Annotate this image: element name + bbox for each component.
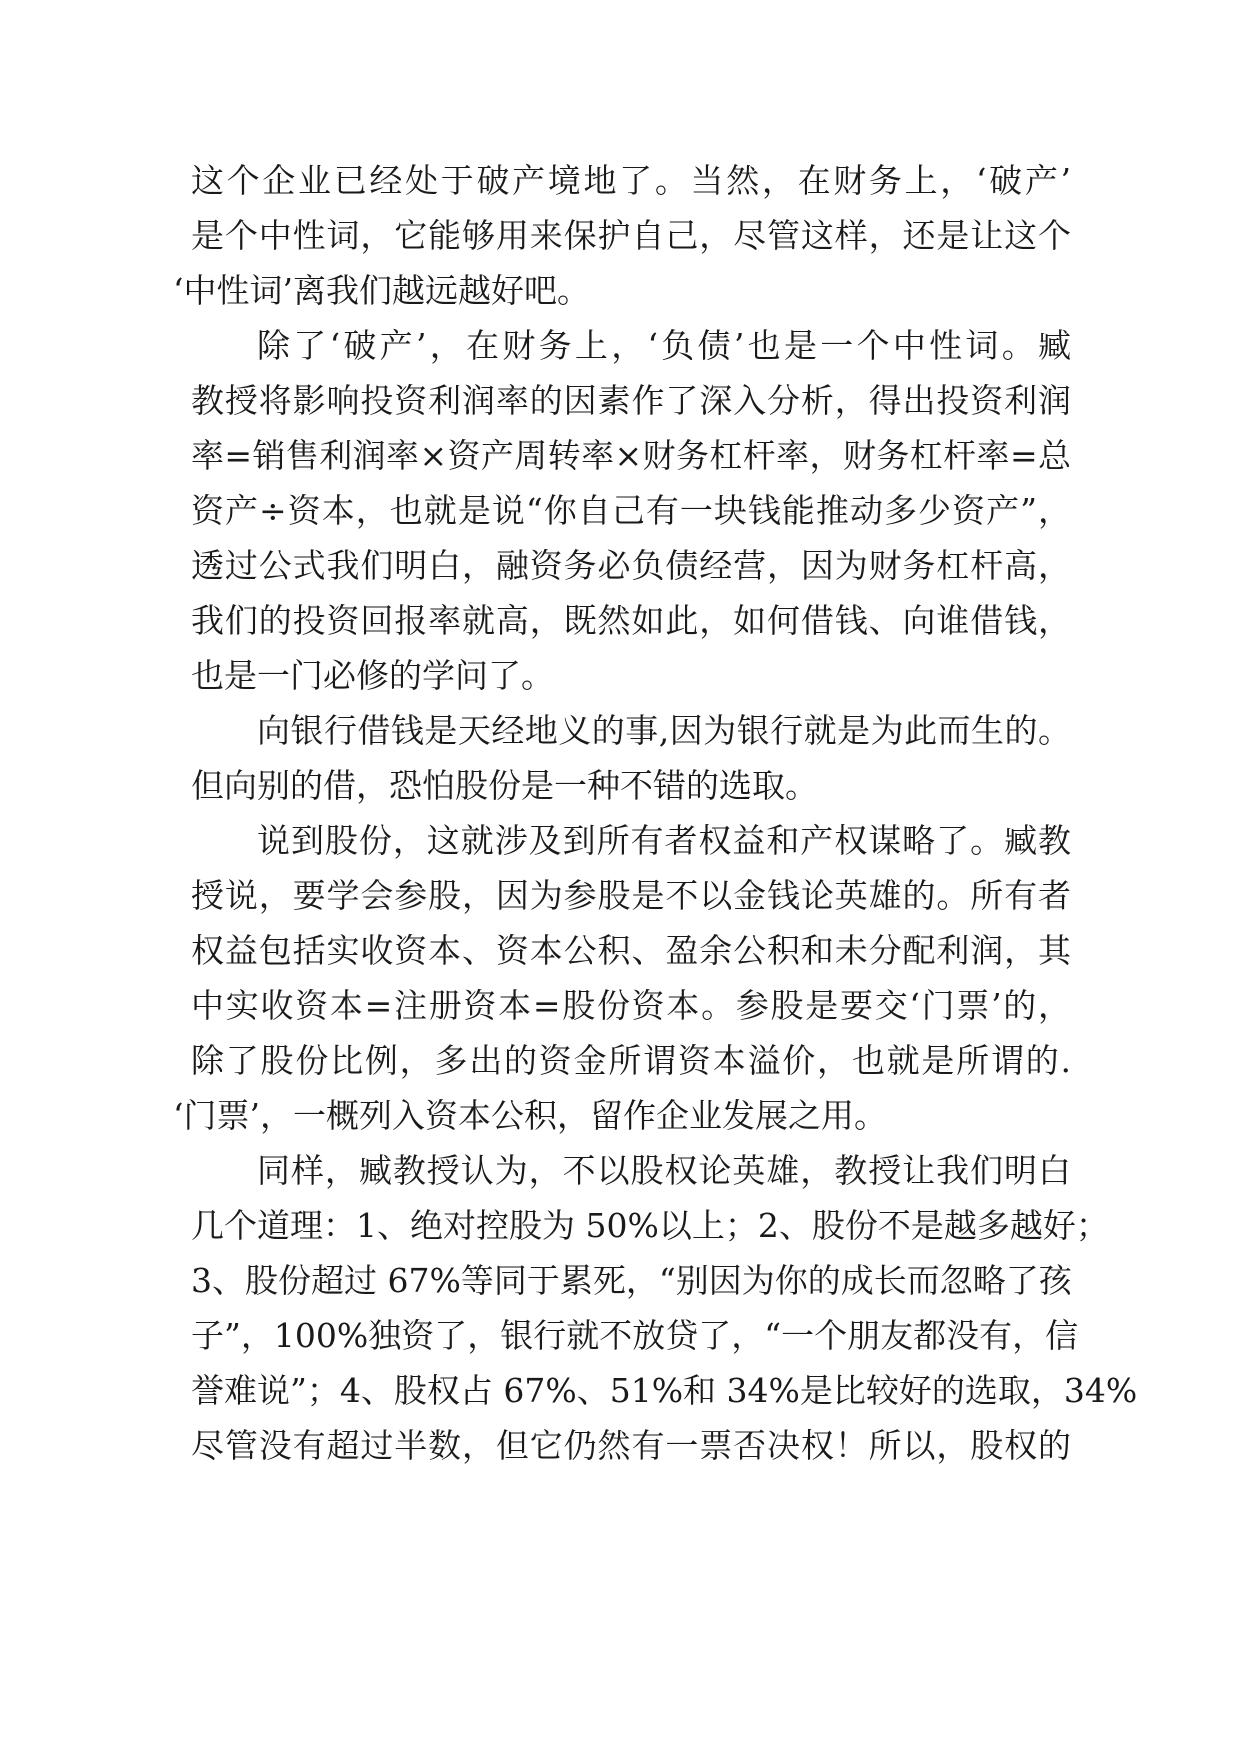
text-line: 透过公式我们明白，融资务必负债经营，因为财务杠杆高， xyxy=(191,546,1071,585)
text-line: 率=销售利润率×资产周转率×财务杠杆率，财务杠杆率=总 xyxy=(191,436,1071,475)
text-line: 是个中性词，它能够用来保护自己，尽管这样，还是让这个 xyxy=(191,216,1071,255)
text-line: 几个道理：1、绝对控股为 50%以上；2、股份不是越多越好； xyxy=(191,1206,1109,1245)
text-line: 教授将影响投资利润率的因素作了深入分析，得出投资利润 xyxy=(191,381,1071,420)
text-line: 除了‘破产’，在财务上，‘负债’也是一个中性词。臧 xyxy=(257,326,1071,365)
text-line: 除了股份比例，多出的资金所谓资本溢价，也就是所谓的. xyxy=(191,1041,1071,1080)
text-line: 中实收资本=注册资本=股份资本。参股是要交‘门票’的， xyxy=(191,986,1071,1025)
text-line: 也是一门必修的学问了。 xyxy=(191,656,554,695)
text-line: 向银行借钱是天经地义的事,因为银行就是为此而生的。 xyxy=(257,711,1071,750)
text-line: 子”，100%独资了，银行就不放贷了，“一个朋友都没有，信 xyxy=(191,1316,1079,1355)
text-line: ‘门票’，一概列入资本公积，留作企业发展之用。 xyxy=(173,1096,887,1135)
text-line: 尽管没有超过半数，但它仍然有一票否决权！所以，股权的 xyxy=(191,1426,1071,1465)
text-line: 誉难说”；4、股权占 67%、51%和 34%是比较好的选取，34% xyxy=(191,1371,1138,1410)
text-line: 同样，臧教授认为，不以股权论英雄，教授让我们明白 xyxy=(257,1151,1071,1190)
body-text xyxy=(173,153,1138,1473)
text-line: 我们的投资回报率就高，既然如此，如何借钱、向谁借钱， xyxy=(191,601,1071,640)
text-line: ‘中性词’离我们越远越好吧。 xyxy=(173,271,590,310)
text-line: 资产÷资本，也就是说“你自己有一块钱能推动多少资产”， xyxy=(191,491,1071,530)
text-line: 权益包括实收资本、资本公积、盈余公积和未分配利润，其 xyxy=(191,931,1071,970)
text-line: 这个企业已经处于破产境地了。当然，在财务上，‘破产’ xyxy=(191,161,1071,200)
text-line: 说到股份，这就涉及到所有者权益和产权谋略了。臧教 xyxy=(257,821,1071,860)
text-line: 但向别的借，恐怕股份是一种不错的选取。 xyxy=(191,766,818,805)
text-line: 3、股份超过 67%等同于累死，“别因为你的成长而忽略了孩 xyxy=(191,1261,1072,1300)
text-line: 授说，要学会参股，因为参股是不以金钱论英雄的。所有者 xyxy=(191,876,1071,915)
